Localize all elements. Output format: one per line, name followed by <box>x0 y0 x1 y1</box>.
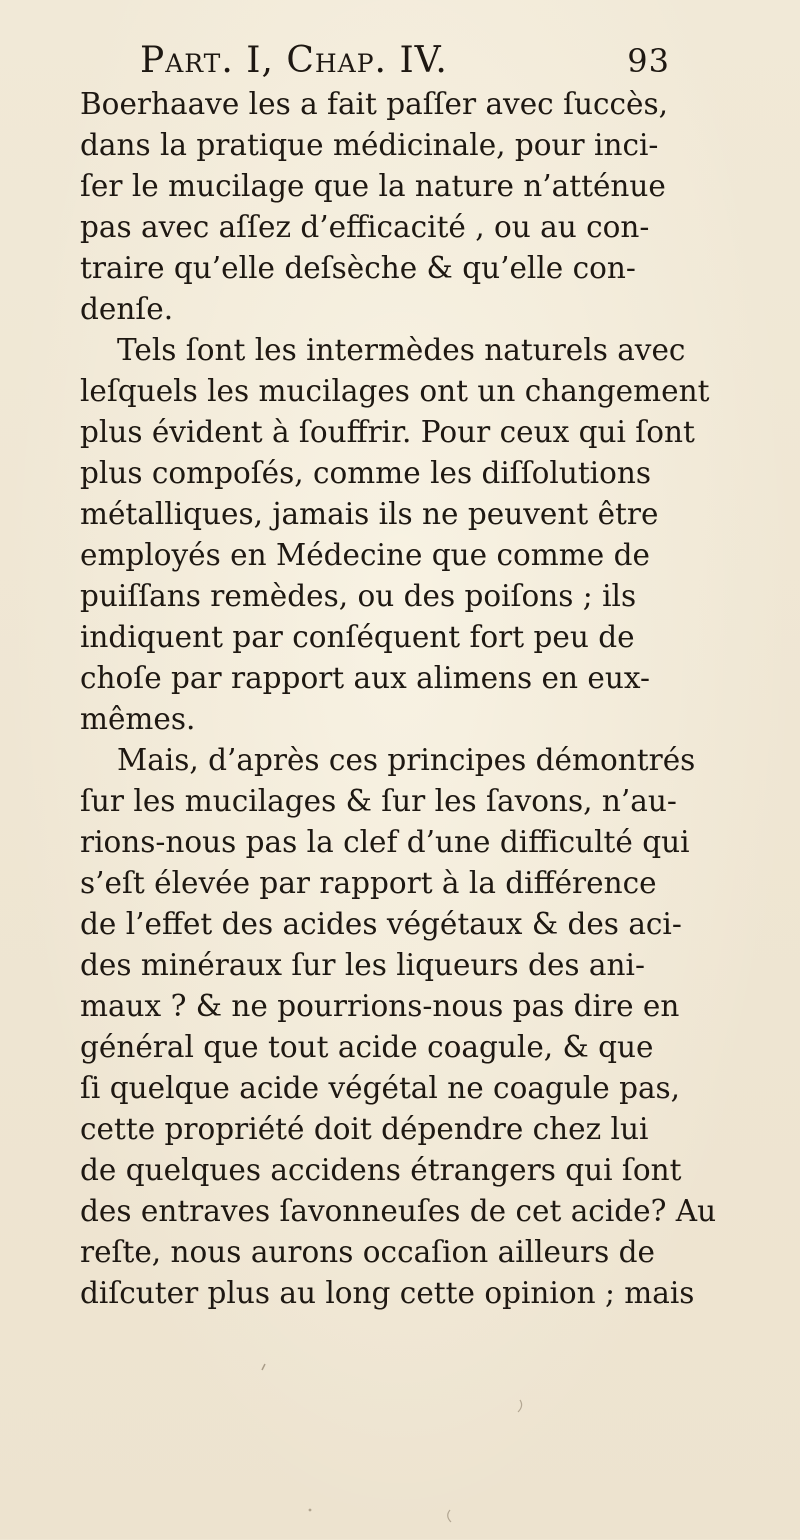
text-line: général que tout acide coagule, & que <box>80 1030 654 1064</box>
text-line: Boerhaave les a fait paſſer avec ſuccès, <box>80 87 669 121</box>
text-line: mêmes. <box>80 702 196 736</box>
text-line: leſquels les mucilages ont un changement <box>80 374 710 408</box>
text-line: des minéraux ſur les liqueurs des ani- <box>80 948 645 982</box>
paragraph-start-line: Tels ſont les intermèdes naturels avec <box>117 333 686 367</box>
text-line: employés en Médecine que comme de <box>80 538 650 572</box>
text-line: de l’effet des acides végétaux & des aci- <box>80 907 682 941</box>
text-line: reſte, nous aurons occaſion ailleurs de <box>80 1235 655 1269</box>
text-line: cette propriété doit dépendre chez lui <box>80 1112 649 1146</box>
text-line: denſe. <box>80 292 174 326</box>
text-line: indiquent par conſéquent fort peu de <box>80 620 635 654</box>
text-line: ſer le mucilage que la nature n’atténue <box>80 169 666 203</box>
text-line: rions-nous pas la clef d’une difficulté qui <box>80 825 690 859</box>
text-line: choſe par rapport aux alimens en eux- <box>80 661 650 695</box>
text-line: des entraves ſavonneuſes de cet acide? Au <box>80 1194 717 1228</box>
text-line: s’eſt élevée par rapport à la différence <box>80 866 657 900</box>
text-line: ſi quelque acide végétal ne coagule pas, <box>80 1071 681 1105</box>
text-line: plus compoſés, comme les diſſolutions <box>80 456 652 490</box>
text-line: puiſſans remèdes, ou des poiſons ; ils <box>80 579 637 613</box>
body-text <box>80 84 800 1314</box>
text-line: de quelques accidens étrangers qui ſont <box>80 1153 682 1187</box>
running-title: Part. I, Chap. IV. <box>140 40 448 81</box>
paper-specks <box>0 1360 800 1540</box>
text-line: dans la pratique médicinale, pour inci- <box>80 128 659 162</box>
page-header <box>140 40 670 86</box>
paragraph-start-line: Mais, d’après ces principes démontrés <box>117 743 696 777</box>
text-line: pas avec aſſez d’efficacité , ou au con- <box>80 210 650 244</box>
page-number: 93 <box>627 42 670 80</box>
text-line: ſur les mucilages & ſur les ſavons, n’au- <box>80 784 677 818</box>
text-line: maux ? & ne pourrions-nous pas dire en <box>80 989 680 1023</box>
text-line: traire qu’elle deſsèche & qu’elle con- <box>80 251 636 285</box>
text-line: plus évident à ſouffrir. Pour ceux qui ſont <box>80 415 695 449</box>
text-line: métalliques, jamais ils ne peuvent être <box>80 497 659 531</box>
text-line: diſcuter plus au long cette opinion ; mais <box>80 1276 695 1310</box>
